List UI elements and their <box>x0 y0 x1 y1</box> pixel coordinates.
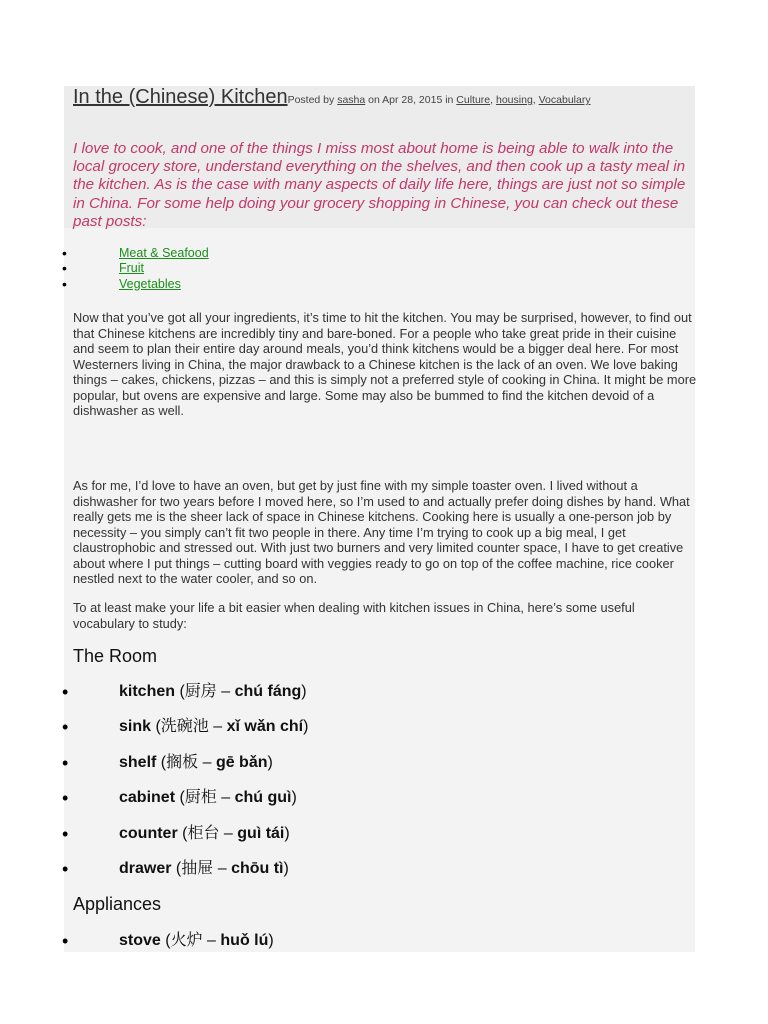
vocab-term: drawer <box>119 859 172 877</box>
body-paragraph-2: As for me, I’d love to have an oven, but get by just fine with my simple toaster oven. I lived without a dishwasher for two years before I moved here, so I’m used to and actually prefer doing dishes by hand. What really gets me is the sheer lack of space in Chinese kitchens. Cooking here is usually a one-person job by necessity – you simply can’t fit two people in there. Any time I’m trying to cook up a big meal, I get claustrophobic and stressed out. With just two burners and very limited counter space, I have to get creative about where I put things – cutting board with veggies ready to go on top of the coffee machine, rice cooker nestled next to the water cooler, and so on. <box>73 478 690 586</box>
vocab-item <box>73 931 274 966</box>
vocab-list-the-room <box>73 682 308 894</box>
vocab-hanzi: 柜台 <box>187 824 220 842</box>
vocab-term: kitchen <box>119 683 176 700</box>
vocab-pinyin: xǐ wǎn chí <box>226 718 304 736</box>
author-link[interactable]: sasha <box>337 94 366 106</box>
category-link-culture[interactable]: Culture <box>456 94 491 106</box>
posted-by-label: Posted by <box>287 94 338 106</box>
vocab-hanzi-group: (厨柜 – chú guì) <box>179 789 297 807</box>
past-posts-list <box>73 246 209 292</box>
vocab-hanzi-group: (火炉 – huǒ lú) <box>165 932 274 949</box>
article-title[interactable]: In the (Chinese) Kitchen <box>73 86 288 108</box>
vocab-pinyin: huǒ lú <box>220 932 269 949</box>
vocab-hanzi: 抽屉 <box>181 859 214 877</box>
intro-paragraph: I love to cook, and one of the things I miss most about home is being able to walk into the local grocery store, understand everything on the shelves, and then cook up a tasty meal in the kitchen. As is the case with many aspects of daily life here, things are just not so simple in China. For some help doing your grocery shopping in Chinese, you can check out these past posts: <box>73 140 686 230</box>
vocab-hanzi-group: (柜台 – guì tái) <box>182 824 290 842</box>
vocab-item <box>73 859 308 894</box>
vocab-hanzi: 搁板 <box>166 753 199 771</box>
vocab-pinyin: gē bǎn <box>215 753 268 771</box>
vocab-hanzi: 厨柜 <box>184 789 217 807</box>
body-paragraph-1: Now that you’ve got all your ingredients, it’s time to hit the kitchen. You may be surprised, however, to find out that Chinese kitchens are incredibly tiny and bare-boned. For a people who take great pride in their cuisine and seem to plan their entire day around meals, you’d think kitchens would be a bigger deal here. For most Westerners living in China, the major drawback to a Chinese kitchen is the lack of an oven. We love baking things – cakes, chickens, pizzas – and this is simply not a preferred style of cooking in China. It might be more popular, but ovens are expensive and large. Some may also be bummed to find the kitchen devoid of a dishwasher as well. <box>73 310 697 418</box>
post-date: on Apr 28, 2015 in <box>365 94 457 106</box>
vocab-pinyin: guì tái <box>237 824 285 842</box>
category-separator: , <box>490 94 496 106</box>
article-header <box>73 86 703 109</box>
link-fruit[interactable]: Fruit <box>119 261 144 276</box>
body-paragraph-3: To at least make your life a bit easier when dealing with kitchen issues in China, here’s some useful vocabulary to study: <box>73 600 635 631</box>
list-item <box>73 246 209 261</box>
vocab-hanzi: 厨房 <box>184 683 217 700</box>
post-meta <box>288 94 591 106</box>
vocab-pinyin: chú fáng <box>234 683 302 700</box>
vocab-term: shelf <box>119 753 157 771</box>
vocab-term: stove <box>119 932 161 949</box>
vocab-item <box>73 753 308 788</box>
list-item <box>73 261 209 276</box>
vocab-term: sink <box>119 718 152 736</box>
link-vegetables[interactable]: Vegetables <box>119 276 181 291</box>
category-link-vocabulary[interactable]: Vocabulary <box>538 94 591 106</box>
vocab-item <box>73 824 308 859</box>
vocab-pinyin: chōu tì <box>231 859 284 877</box>
section-heading-appliances: Appliances <box>73 894 162 914</box>
section-heading-the-room: The Room <box>73 646 158 666</box>
vocab-hanzi-group: (抽屉 – chōu tì) <box>175 859 289 877</box>
vocab-term: cabinet <box>119 789 176 807</box>
vocab-hanzi-group: (搁板 – gē bǎn) <box>160 753 273 771</box>
vocab-item <box>73 788 308 823</box>
vocab-pinyin: chú guì <box>234 789 292 807</box>
vocab-hanzi-group: (厨房 – chú fáng) <box>179 683 307 700</box>
category-link-housing[interactable]: housing <box>496 94 533 106</box>
vocab-item <box>73 717 308 752</box>
vocab-item <box>73 682 308 717</box>
vocab-hanzi: 火炉 <box>170 932 203 949</box>
category-separator: , <box>532 94 539 106</box>
link-meat-seafood[interactable]: Meat & Seafood <box>119 246 209 260</box>
vocab-hanzi-group: (洗碗池 – xǐ wǎn chí) <box>155 718 309 736</box>
vocab-list-appliances <box>73 931 274 966</box>
vocab-term: counter <box>119 824 178 842</box>
list-item <box>73 277 209 292</box>
vocab-hanzi: 洗碗池 <box>160 718 209 736</box>
